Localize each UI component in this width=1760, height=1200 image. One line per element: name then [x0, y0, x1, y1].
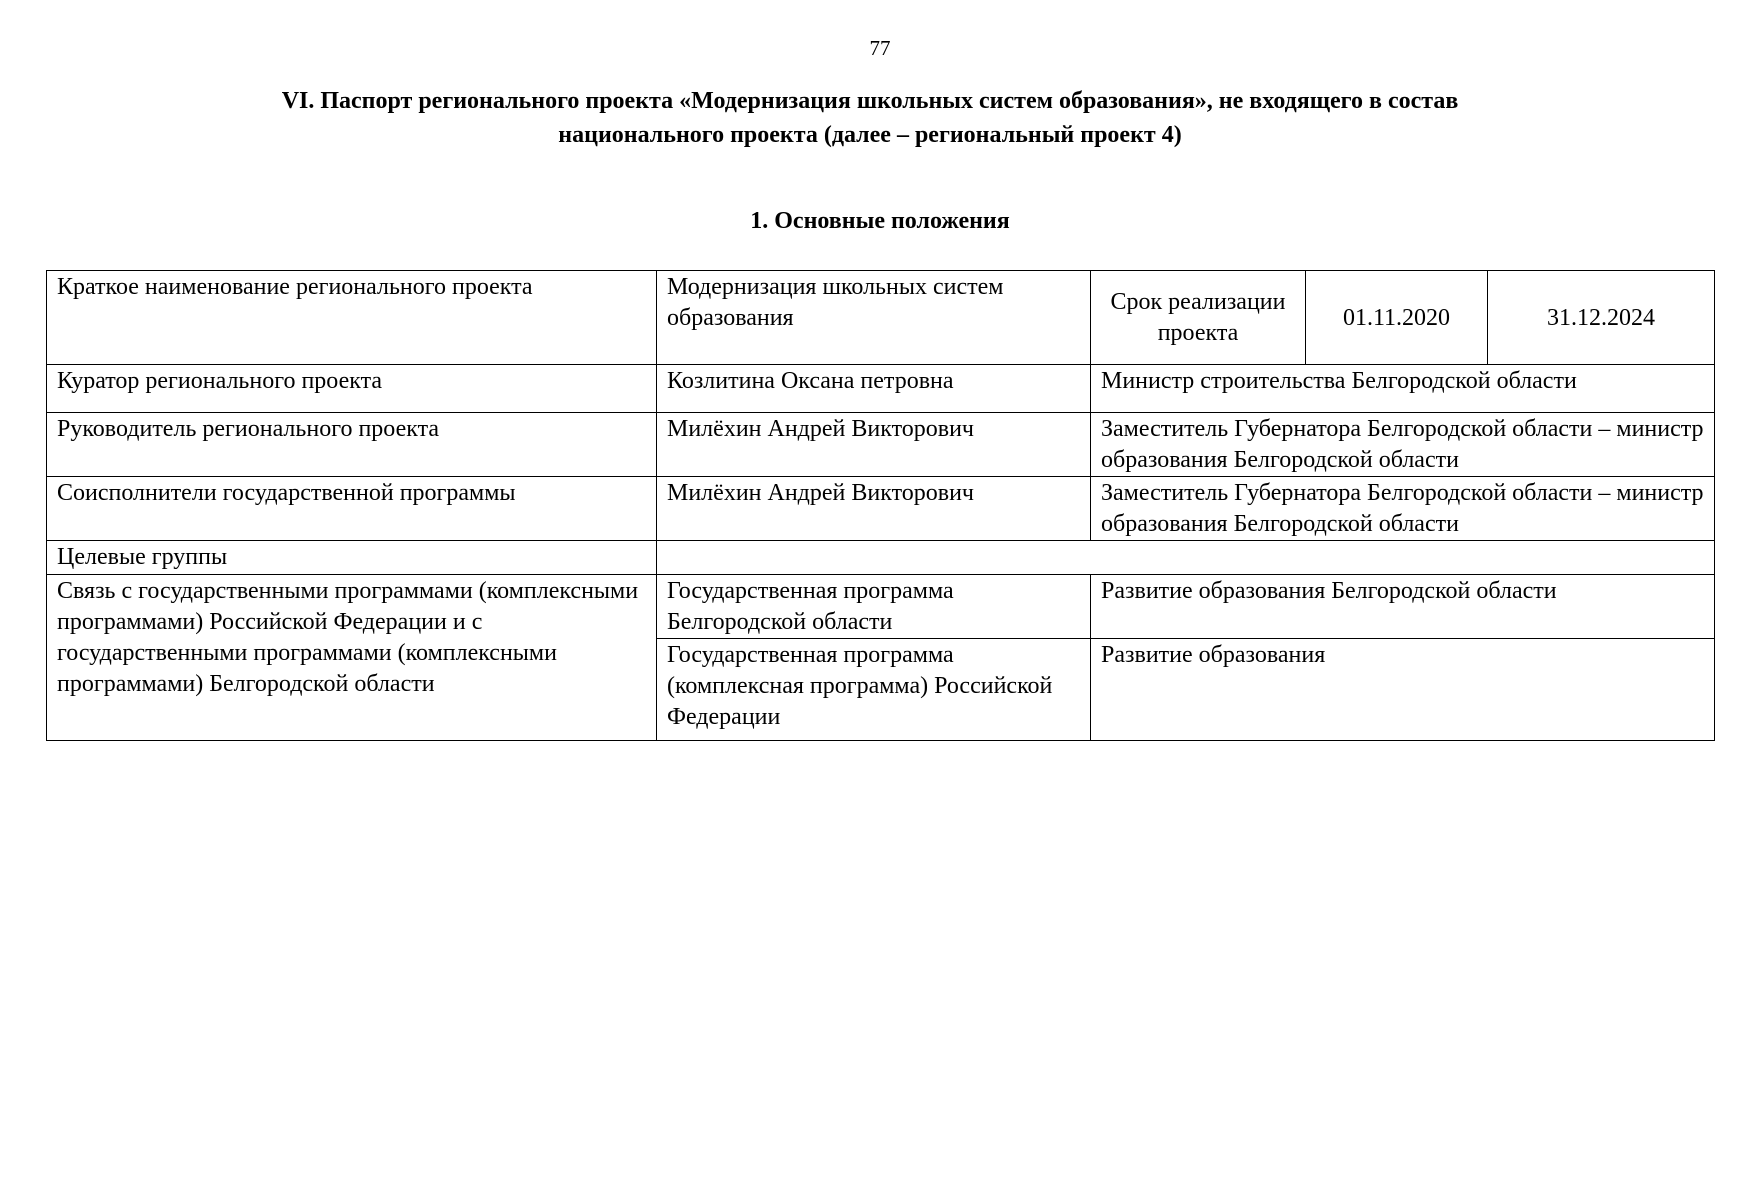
document-title-line-1: VI. Паспорт регионального проекта «Модернизация школьных систем образования», не входящего в состав: [281, 88, 1459, 114]
page-number: 77: [869, 36, 891, 60]
short-name-value: Модернизация школьных систем образования: [657, 271, 1091, 365]
table-row-curator: [47, 365, 1715, 413]
project-end-date: 31.12.2024: [1488, 271, 1715, 365]
short-name-label: Краткое наименование регионального проекта: [47, 271, 657, 365]
head-position: Заместитель Губернатора Белгородской области – министр образования Белгородской области: [1091, 413, 1715, 477]
link-program-type: Государственная программа (комплексная программа) Российской Федерации: [657, 639, 1091, 741]
head-name: Милёхин Андрей Викторович: [657, 413, 1091, 477]
curator-name: Козлитина Оксана петровна: [657, 365, 1091, 413]
table-row-head: [47, 413, 1715, 477]
document-title: [140, 84, 1600, 152]
project-passport-table: [46, 270, 1715, 741]
link-program-name: Развитие образования Белгородской области: [1091, 575, 1715, 639]
table-row-co-executors: [47, 477, 1715, 541]
link-program-name: Развитие образования: [1091, 639, 1715, 741]
target-groups-label: Целевые группы: [47, 541, 657, 575]
curator-position: Министр строительства Белгородской области: [1091, 365, 1715, 413]
head-label: Руководитель регионального проекта: [47, 413, 657, 477]
co-executors-label: Соисполнители государственной программы: [47, 477, 657, 541]
target-groups-value: [657, 541, 1715, 575]
link-program-type: Государственная программа Белгородской области: [657, 575, 1091, 639]
table-row-links-1: [47, 575, 1715, 639]
project-term-label: Срок реализации проекта: [1091, 271, 1306, 365]
table-row-short-name: [47, 271, 1715, 365]
curator-label: Куратор регионального проекта: [47, 365, 657, 413]
links-label: Связь с государственными программами (комплексными программами) Российской Федерации и с государственными программами (комплексными программами) Белгородской области: [47, 575, 657, 741]
project-start-date: 01.11.2020: [1306, 271, 1488, 365]
document-title-line-2: национального проекта (далее – региональный проект 4): [558, 122, 1182, 148]
table-row-target-groups: [47, 541, 1715, 575]
co-executors-position: Заместитель Губернатора Белгородской области – министр образования Белгородской области: [1091, 477, 1715, 541]
co-executors-name: Милёхин Андрей Викторович: [657, 477, 1091, 541]
section-title: 1. Основные положения: [750, 208, 1010, 234]
